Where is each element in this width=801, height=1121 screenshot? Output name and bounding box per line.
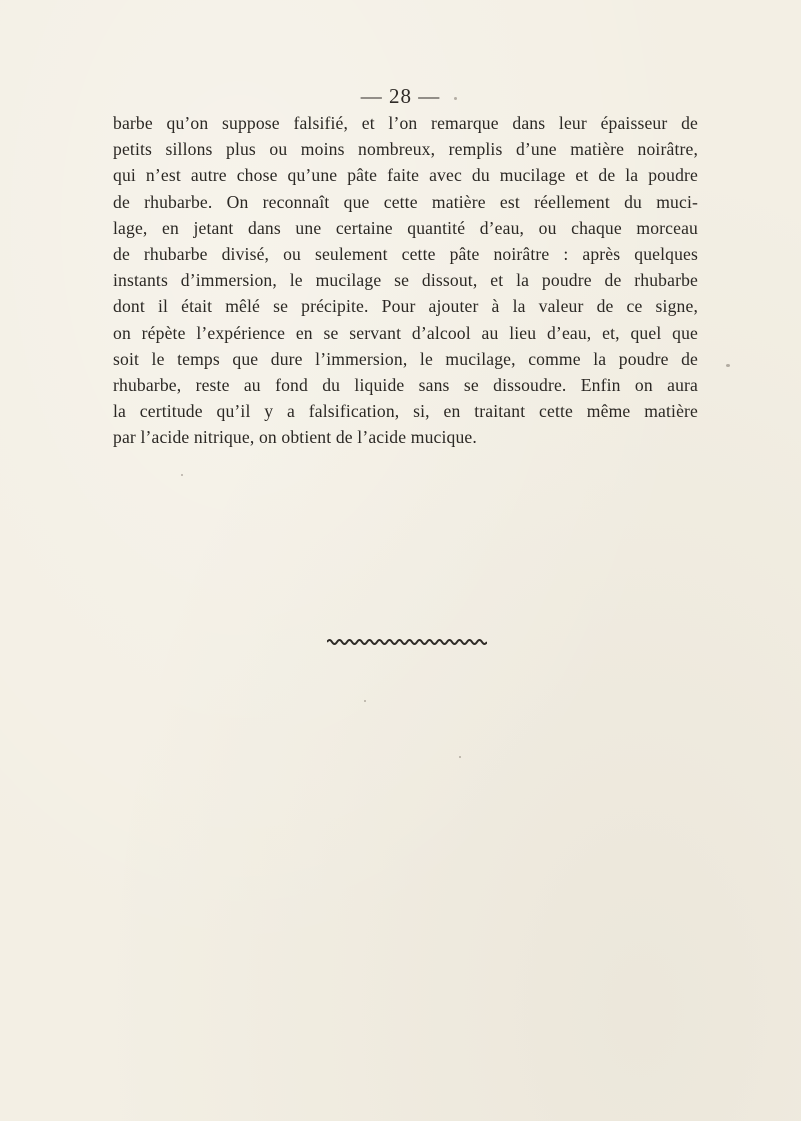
text-line: petits sillons plus ou moins nombreux, remplis d’une matière noirâtre, <box>113 139 698 160</box>
text-line: rhubarbe, reste au fond du liquide sans se dissoudre. Enfin on aura <box>113 375 698 396</box>
text-line: lage, en jetant dans une certaine quantité d’eau, ou chaque morceau <box>113 217 698 238</box>
paper-speck <box>181 474 183 476</box>
paper-speck <box>726 364 730 367</box>
text-line: la certitude qu’il y a falsification, si, en traitant cette même matière <box>113 401 698 422</box>
text-line: qui n’est autre chose qu’une pâte faite avec du mucilage et de la poudre <box>113 165 698 186</box>
text-line: on répète l’expérience en se servant d’alcool au lieu d’eau, et, quel que <box>113 322 698 343</box>
paper-speck <box>459 756 461 758</box>
paper-speck <box>454 97 457 100</box>
text-line: barbe qu’on suppose falsifié, et l’on remarque dans leur épaisseur de <box>113 113 698 133</box>
text-line: dont il était mêlé se précipite. Pour ajouter à la valeur de ce signe, <box>113 296 698 317</box>
paper-speck <box>364 700 366 702</box>
text-line: soit le temps que dure l’immersion, le mucilage, comme la poudre de <box>113 348 698 369</box>
text-line: par l’acide nitrique, on obtient de l’acide mucique. <box>113 427 477 448</box>
text-line: instants d’immersion, le mucilage se dissout, et la poudre de rhubarbe <box>113 270 698 291</box>
body-paragraph <box>113 110 698 451</box>
wavy-rule-ornament-icon <box>327 638 487 646</box>
text-line: de rhubarbe. On reconnaît que cette matière est réellement du muci- <box>113 191 698 212</box>
text-line: de rhubarbe divisé, ou seulement cette pâte noirâtre : après quelques <box>113 244 698 265</box>
page-number: — 28 — <box>360 84 441 108</box>
